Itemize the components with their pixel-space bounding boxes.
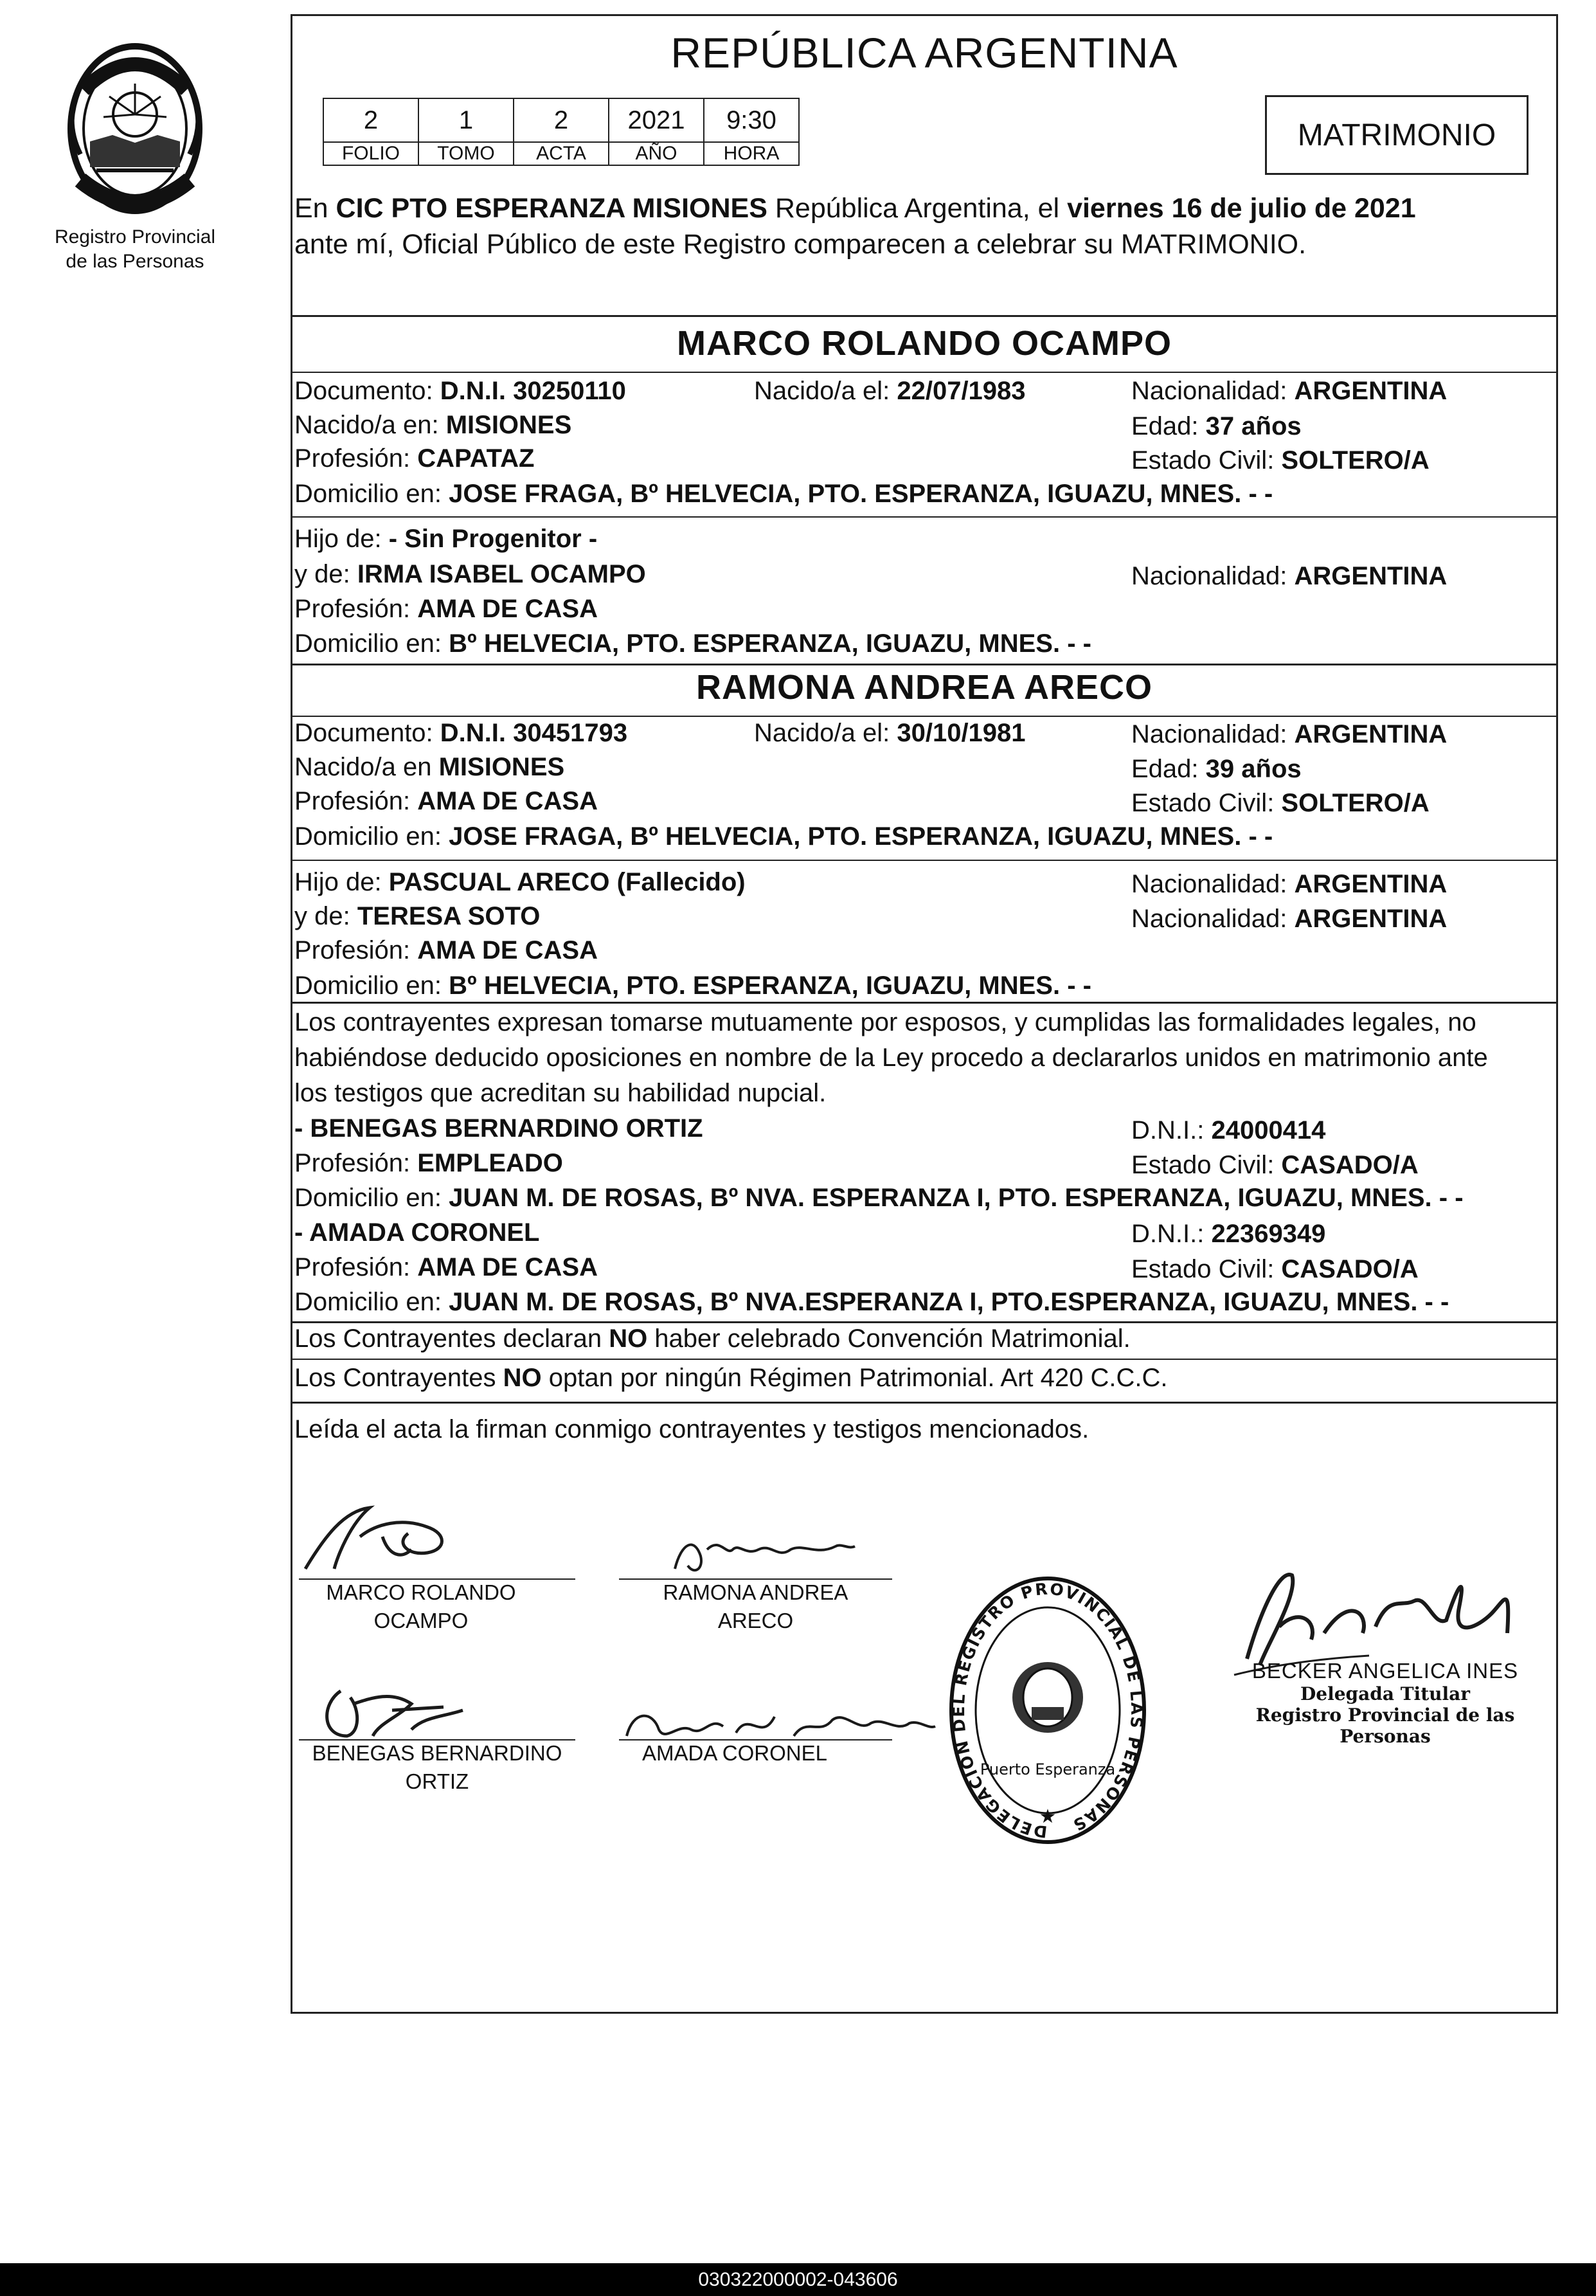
convention-line2: Los Contrayentes NO optan por ningún Régimen Patrimonial. Art 420 C.C.C. [294,1364,1168,1392]
spouse2-name: RAMONA ANDREA ARECO [696,668,1152,707]
folio-value: 2 [323,98,418,142]
witness2-estado-civil: Estado Civil: CASADO/A [1131,1255,1419,1283]
spouse1-madre-nacionalidad: Nacionalidad: ARGENTINA [1131,562,1448,590]
witness2-name: - AMADA CORONEL [294,1218,540,1247]
document-type-box: MATRIMONIO [1265,95,1529,175]
intro-line2: ante mí, Oficial Público de este Registro comparecen a celebrar su MATRIMONIO. [294,229,1307,260]
acta-value: 2 [514,98,609,142]
spouse2-padre: Hijo de: PASCUAL ARECO (Fallecido) [294,868,746,896]
record-table [323,98,800,166]
spouse2-padres-profesion: Profesión: AMA DE CASA [294,936,598,964]
signature-witness1 [315,1678,476,1749]
folio-label: FOLIO [323,142,418,165]
spouse1-padre: Hijo de: - Sin Progenitor - [294,525,598,553]
province-emblem [61,39,209,219]
signature-spouse1 [299,1498,472,1582]
spouse1-domicilio: Domicilio en: JOSE FRAGA, Bº HELVECIA, PTO. ESPERANZA, IGUAZU, MNES. - - [294,480,1273,508]
witness2-dni: D.N.I.: 22369349 [1131,1220,1326,1248]
closing-text: Leída el acta la firman conmigo contrayentes y testigos mencionados. [294,1415,1089,1443]
witness2-domicilio: Domicilio en: JUAN M. DE ROSAS, Bº NVA.ESPERANZA I, PTO.ESPERANZA, IGUAZU, MNES. - - [294,1288,1449,1316]
spouse1-madre: y de: IRMA ISABEL OCAMPO [294,560,646,588]
witness1-profesion: Profesión: EMPLEADO [294,1149,563,1177]
registry-label [32,225,238,274]
spouse1-padres-profesion: Profesión: AMA DE CASA [294,595,598,623]
signature-label-spouse1: MARCO ROLANDO OCAMPO [326,1580,516,1632]
signature-label-witness1: BENEGAS BERNARDINO ORTIZ [312,1741,562,1793]
spouse2-profesion: Profesión: AMA DE CASA [294,787,598,815]
spouse1-nacionalidad: Nacionalidad: ARGENTINA [1131,377,1448,405]
witness1-domicilio: Domicilio en: JUAN M. DE ROSAS, Bº NVA. ESPERANZA I, PTO. ESPERANZA, IGUAZU, MNES. - - [294,1184,1464,1212]
spouse1-documento: Documento: D.N.I. 30250110 [294,377,626,405]
witness1-estado-civil: Estado Civil: CASADO/A [1131,1151,1419,1179]
declaration-line2: habiéndose deducido oposiciones en nombre de la Ley procedo a declararlos unidos en matrimonio ante [294,1044,1488,1072]
hora-value: 9:30 [704,98,799,142]
anio-value: 2021 [609,98,704,142]
declaration-paragraph [294,1005,1556,1111]
spouse2-nacido-el: Nacido/a el: 30/10/1981 [754,719,1026,747]
ceremony-place: CIC PTO ESPERANZA MISIONES [336,193,767,224]
spouse2-padre-nacionalidad: Nacionalidad: ARGENTINA [1131,870,1448,898]
svg-text:Puerto Esperanza: Puerto Esperanza [980,1760,1116,1778]
spouse2-nacido-en: Nacido/a en MISIONES [294,753,565,781]
spouse1-nacido-el: Nacido/a el: 22/07/1983 [754,377,1026,405]
spouse1-edad: Edad: 37 años [1131,412,1302,440]
spouse2-domicilio: Domicilio en: JOSE FRAGA, Bº HELVECIA, PTO. ESPERANZA, IGUAZU, MNES. - - [294,822,1273,851]
registry-label-line1: Registro Provincial [54,226,216,248]
signature-spouse2 [668,1530,861,1582]
declaration-line3: los testigos que acreditan su habilidad nupcial. [294,1079,827,1107]
witness2-profesion: Profesión: AMA DE CASA [294,1253,598,1281]
spouse1-estado-civil: Estado Civil: SOLTERO/A [1131,446,1430,475]
acta-label: ACTA [514,142,609,165]
signature-label-spouse2: RAMONA ANDREA ARECO [663,1580,848,1632]
spouse1-nacido-en: Nacido/a en: MISIONES [294,411,572,439]
svg-text:DELEGACION DEL REGISTRO PROVIN: DELEGACION DEL REGISTRO PROVINCIAL DE LAS PERSONAS [949,1579,1147,1841]
spouse2-estado-civil: Estado Civil: SOLTERO/A [1131,789,1430,817]
tomo-value: 1 [418,98,514,142]
official-title: Delegada Titular [1300,1683,1471,1704]
spouse2-madre-nacionalidad: Nacionalidad: ARGENTINA [1131,905,1448,933]
anio-label: AÑO [609,142,704,165]
witness1-dni: D.N.I.: 24000414 [1131,1116,1326,1144]
intro-paragraph: En CIC PTO ESPERANZA MISIONES República Argentina, el viernes 16 de julio de 2021 ante mí, Oficial Público de este Registro comparecen a celebrar su MATRIMONIO. [294,190,1554,262]
spouse2-edad: Edad: 39 años [1131,755,1302,783]
hora-label: HORA [704,142,799,165]
spouse2-madre: y de: TERESA SOTO [294,902,541,930]
witness1-name: - BENEGAS BERNARDINO ORTIZ [294,1114,703,1143]
official-registry: Registro Provincial de las Personas [1255,1704,1515,1747]
convention-line1: Los Contrayentes declaran NO haber celebrado Convención Matrimonial. [294,1324,1131,1353]
ceremony-date: viernes 16 de julio de 2021 [1067,193,1416,224]
spouse1-profesion: Profesión: CAPATAZ [294,444,535,473]
svg-text:★: ★ [1039,1805,1057,1828]
spouse2-documento: Documento: D.N.I. 30451793 [294,719,628,747]
spouse1-padres-domicilio: Domicilio en: Bº HELVECIA, PTO. ESPERANZA, IGUAZU, MNES. - - [294,629,1091,658]
tomo-label: TOMO [418,142,514,165]
official-name: BECKER ANGELICA INES [1251,1659,1519,1683]
official-block [1224,1659,1546,1747]
spouse1-name: MARCO ROLANDO OCAMPO [677,324,1172,363]
delegation-seal [945,1569,1151,1852]
spouse2-nacionalidad: Nacionalidad: ARGENTINA [1131,720,1448,748]
declaration-line1: Los contrayentes expresan tomarse mutuamente por esposos, y cumplidas las formalidades legales, no [294,1008,1476,1036]
document-footer-code: 030322000002-043606 [0,2263,1596,2296]
spouse2-padres-domicilio: Domicilio en: Bº HELVECIA, PTO. ESPERANZA, IGUAZU, MNES. - - [294,972,1091,1000]
registry-label-line2: de las Personas [66,251,204,272]
country-title: REPÚBLICA ARGENTINA [670,29,1178,77]
signature-label-witness2: AMADA CORONEL [642,1741,827,1765]
